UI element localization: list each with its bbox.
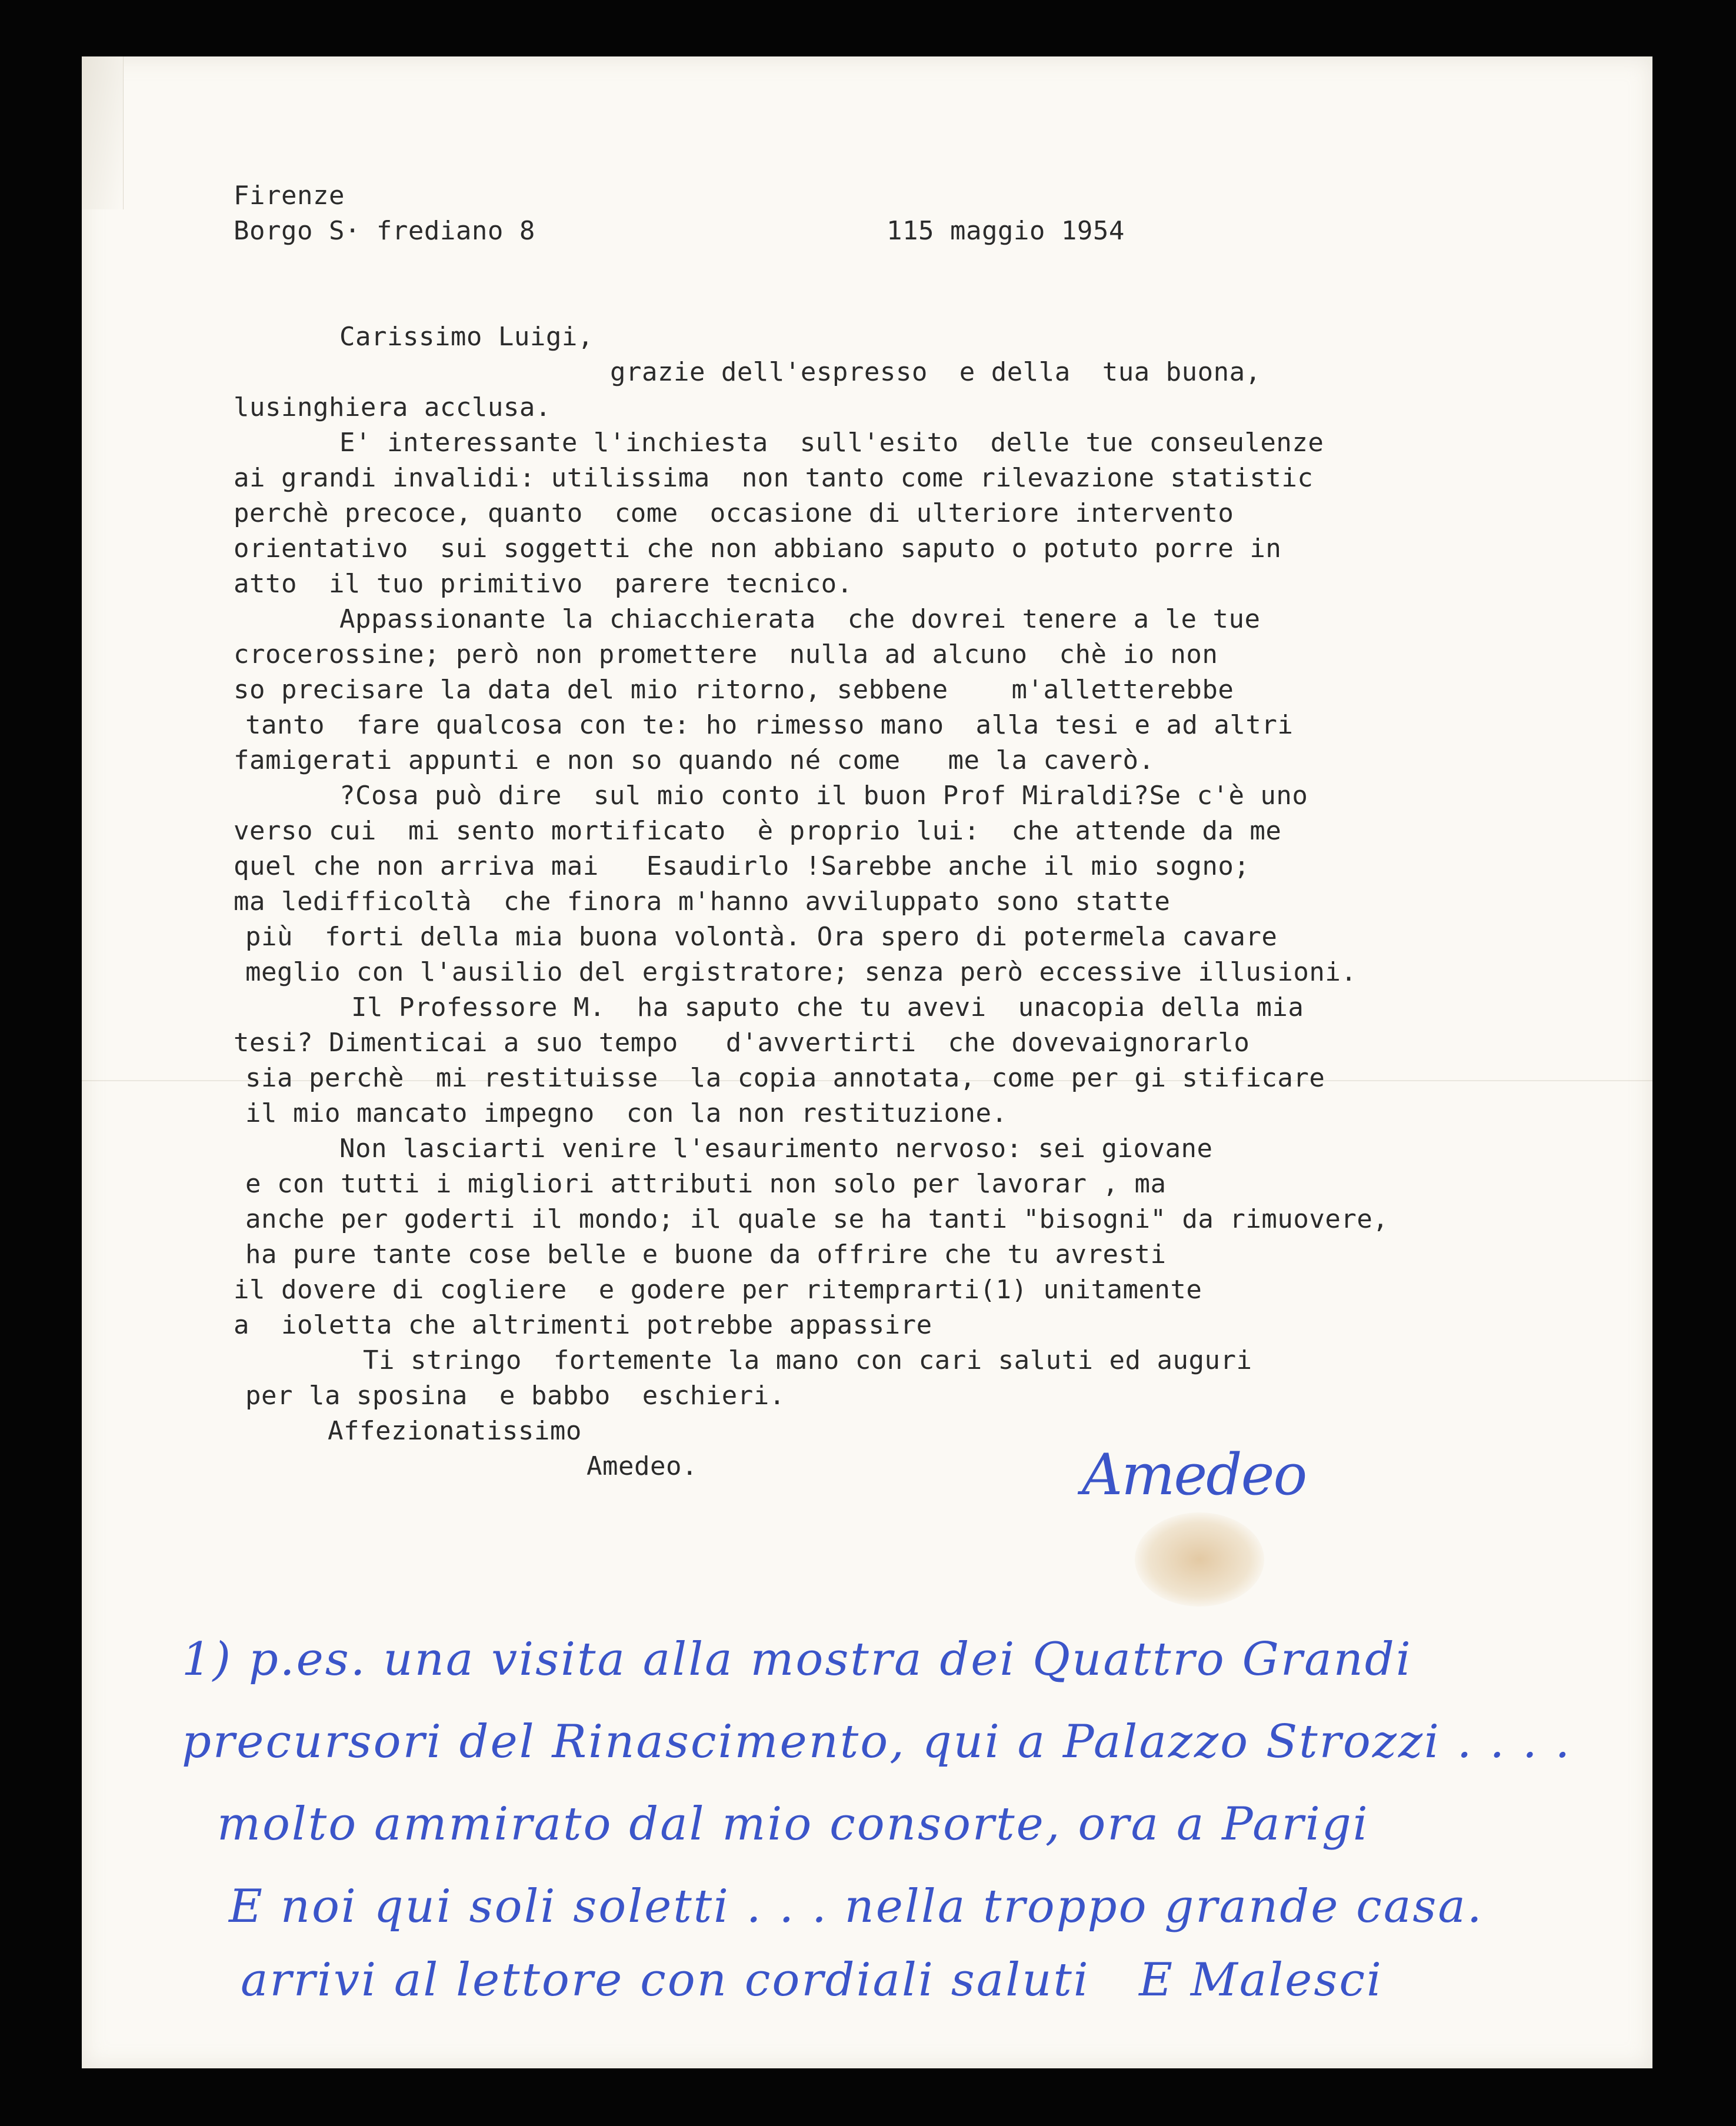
body-line: Ti stringo fortemente la mano con cari saluti ed auguri bbox=[363, 1345, 1252, 1375]
closing: Affezionatissimo bbox=[328, 1416, 582, 1446]
postscript-line: 1) p.es. una visita alla mostra dei Quattro Grandi bbox=[182, 1633, 1412, 1686]
body-line: più forti della mia buona volontà. Ora spero di potermela cavare bbox=[245, 922, 1278, 952]
folded-corner bbox=[82, 56, 124, 209]
body-line: Appassionante la chiacchierata che dovrei tenere a le tue bbox=[339, 604, 1261, 634]
body-line: il dovere di cogliere e godere per ritemprarti(1) unitamente bbox=[234, 1275, 1202, 1305]
handwritten-signature: Amedeo bbox=[1082, 1442, 1307, 1508]
body-line: famigerati appunti e non so quando né come me la caverò. bbox=[234, 745, 1155, 775]
letter-paper bbox=[82, 56, 1652, 2068]
body-line: a ioletta che altrimenti potrebbe appassire bbox=[234, 1310, 932, 1340]
body-line: quel che non arriva mai Esaudirlo !Sarebbe anche il mio sogno; bbox=[234, 851, 1250, 881]
header-date: 115 maggio 1954 bbox=[887, 216, 1125, 246]
body-line: ?Cosa può dire sul mio conto il buon Prof Miraldi?Se c'è uno bbox=[339, 781, 1308, 811]
body-line: tanto fare qualcosa con te: ho rimesso mano alla tesi e ad altri bbox=[245, 710, 1294, 740]
body-line: anche per goderti il mondo; il quale se ha tanti "bisogni" da rimuovere, bbox=[245, 1204, 1389, 1234]
header-city: Firenze bbox=[234, 181, 345, 211]
body-line: perchè precoce, quanto come occasione di ulteriore intervento bbox=[234, 498, 1234, 528]
body-line: E' interessante l'inchiesta sull'esito delle tue conseulenze bbox=[339, 428, 1324, 458]
body-line: so precisare la data del mio ritorno, sebbene m'alletterebbe bbox=[234, 675, 1234, 705]
paper-stain bbox=[1135, 1512, 1264, 1607]
body-line: il mio mancato impegno con la non restituzione. bbox=[245, 1098, 1008, 1128]
body-line: atto il tuo primitivo parere tecnico. bbox=[234, 569, 853, 599]
body-line: lusinghiera acclusa. bbox=[234, 392, 551, 422]
body-line: e con tutti i migliori attributi non solo per lavorar , ma bbox=[245, 1169, 1167, 1199]
body-line: sia perchè mi restituisse la copia annotata, come per gi stificare bbox=[245, 1063, 1325, 1093]
body-line: ha pure tante cose belle e buone da offrire che tu avresti bbox=[245, 1239, 1167, 1269]
body-line: tesi? Dimenticai a suo tempo d'avvertirti che dovevaignorarlo bbox=[234, 1028, 1250, 1058]
body-line: ma ledifficoltà che finora m'hanno avviluppato sono statte bbox=[234, 887, 1171, 917]
postscript-line: arrivi al lettore con cordiali saluti E Malesci bbox=[241, 1954, 1383, 2007]
body-line: verso cui mi sento mortificato è proprio lui: che attende da me bbox=[234, 816, 1282, 846]
body-line: meglio con l'ausilio del ergistratore; senza però eccessive illusioni. bbox=[245, 957, 1357, 987]
body-line: Non lasciarti venire l'esaurimento nervoso: sei giovane bbox=[339, 1134, 1213, 1164]
body-line: crocerossine; però non promettere nulla ad alcuno chè io non bbox=[234, 639, 1218, 669]
body-line: grazie dell'espresso e della tua buona, bbox=[610, 357, 1261, 387]
body-line: per la sposina e babbo eschieri. bbox=[245, 1381, 785, 1411]
postscript-line: E noi qui soli soletti . . . nella troppo grande casa. bbox=[229, 1880, 1484, 1933]
body-line: orientativo sui soggetti che non abbiano saputo o potuto porre in bbox=[234, 534, 1282, 564]
body-line: Il Professore M. ha saputo che tu avevi unacopia della mia bbox=[351, 992, 1304, 1022]
typed-name: Amedeo. bbox=[587, 1451, 698, 1481]
postscript-line: precursori del Rinascimento, qui a Palazzo Strozzi . . . . bbox=[182, 1715, 1572, 1768]
header-address: Borgo S· frediano 8 bbox=[234, 216, 535, 246]
postscript-line: molto ammirato dal mio consorte, ora a Parigi bbox=[217, 1798, 1370, 1851]
greeting: Carissimo Luigi, bbox=[339, 322, 594, 352]
body-line: ai grandi invalidi: utilissima non tanto come rilevazione statistic bbox=[234, 463, 1314, 493]
